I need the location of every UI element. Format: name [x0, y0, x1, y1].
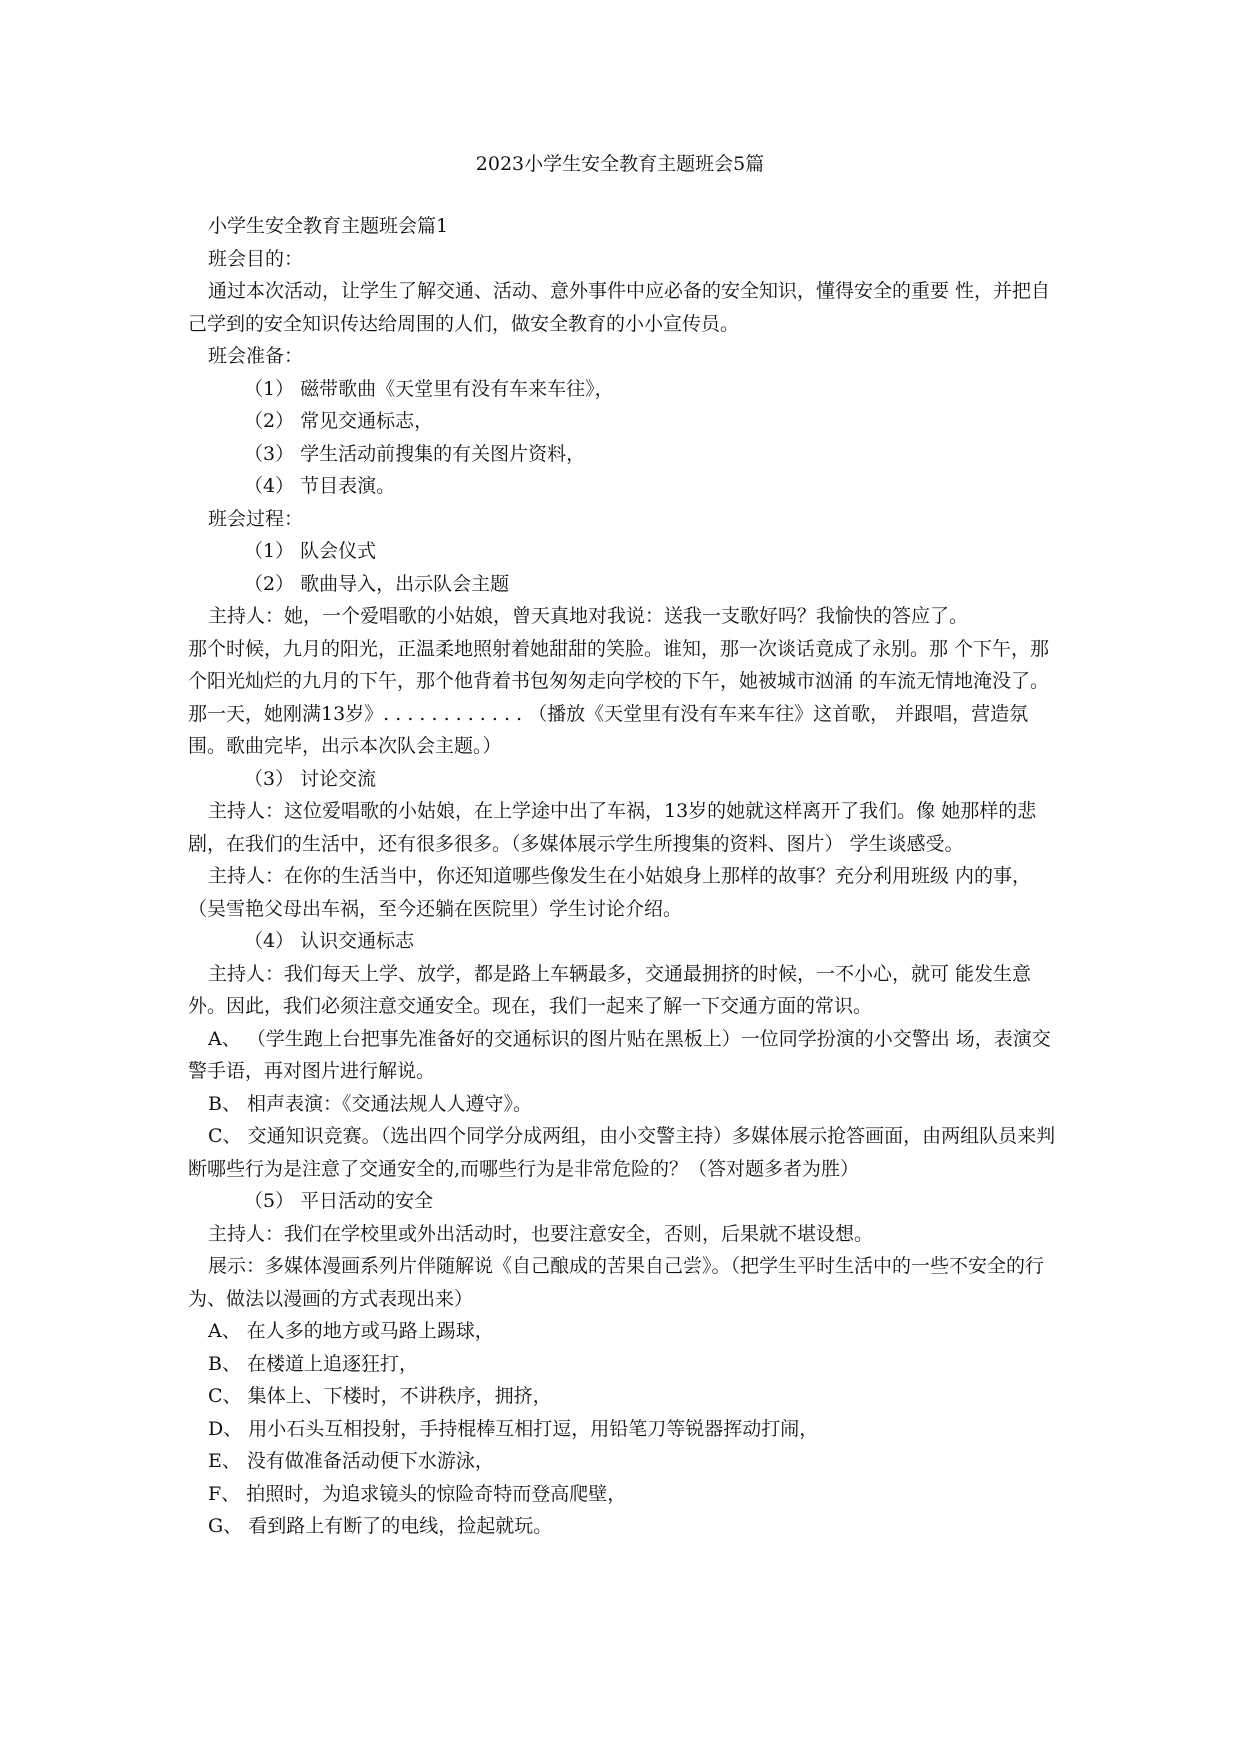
paragraph: 主持人：我们在学校里或外出活动时，也要注意安全，否则，后果就不堪设想。 — [208, 1222, 874, 1245]
paragraph: B、 相声表演：《交通法规人人遵守》。 — [208, 1092, 533, 1115]
paragraph: 班会准备： — [208, 345, 304, 367]
paragraph: 展示：多媒体漫画系列片伴随解说《自己酿成的苦果自己尝》。（把学生平时生活中的一些不安全的行为、做法以漫画的方式表现出来） — [188, 1255, 1045, 1310]
document-body — [188, 210, 1058, 1543]
paragraph: C、 交通知识竞赛。（选出四个同学分成两组，由小交警主持）多媒体展示抢答画面，由两组队员来判断哪些行为是注意了交通安全的,而哪些行为是非常危险的？（答对题多者为胜） — [188, 1125, 1056, 1180]
paragraph: A、 （学生跑上台把事先准备好的交通标识的图片贴在黑板上）一位同学扮演的小交警出 场，表演交警手语，再对图片进行解说。 — [188, 1027, 1051, 1082]
paragraph: （3） 讨论交流 — [244, 767, 377, 790]
paragraph: 主持人：我们每天上学、放学，都是路上车辆最多，交通最拥挤的时候，一不小心，就可 能发生意外。因此，我们必须注意交通安全。现在，我们一起来了解一下交通方面的常识。 — [188, 962, 1032, 1017]
document-title: 2023小学生安全教育主题班会5篇 — [475, 153, 765, 175]
paragraph: D、 用小石头互相投射，手持棍棒互相打逗，用铅笔刀等锐器挥动打闹， — [208, 1417, 819, 1440]
paragraph: 那个时候，九月的阳光，正温柔地照射着她甜甜的笑脸。谁知，那一次谈话竟成了永别。那 个下午，那个阳光灿烂的九月的下午，那个他背着书包匆匆走向学校的下午，她被城市汹涌 的车流无情地淹没了。那一天，她刚满13岁》. . . . . . . . . . . . （播放《天堂里有没有车来车往》这首歌， 并跟唱，营造氛围。歌曲完毕，出示本次队会主题。） — [188, 637, 1050, 757]
paragraph: C、 集体上、下楼时，不讲秩序，拥挤， — [208, 1385, 552, 1407]
paragraph: 班会过程： — [208, 507, 304, 530]
paragraph: A、 在人多的地方或马路上踢球， — [208, 1320, 494, 1342]
paragraph: G、 看到路上有断了的电线，捡起就玩。 — [208, 1515, 553, 1537]
paragraph: E、 没有做准备活动便下水游泳， — [208, 1450, 494, 1472]
paragraph: 主持人：在你的生活当中，你还知道哪些像发生在小姑娘身上那样的故事？充分利用班级 内的事，（吴雪艳父母出车祸，至今还躺在医院里）学生讨论介绍。 — [188, 865, 1032, 920]
paragraph: 小学生安全教育主题班会篇1 — [208, 215, 449, 237]
paragraph: （3） 学生活动前搜集的有关图片资料， — [244, 442, 586, 465]
paragraph: 通过本次活动，让学生了解交通、活动、意外事件中应必备的安全知识，懂得安全的重要 性，并把自己学到的安全知识传达给周围的人们，做安全教育的小小宣传员。 — [188, 280, 1051, 335]
paragraph: 主持人：这位爱唱歌的小姑娘，在上学途中出了车祸，13岁的她就这样离开了我们。像 她那样的悲剧，在我们的生活中，还有很多很多。（多媒体展示学生所搜集的资料、图片） 学生谈感受。 — [188, 800, 1037, 855]
paragraph: F、 拍照时，为追求镜头的惊险奇特而登高爬壁， — [208, 1482, 627, 1505]
paragraph: （4） 认识交通标志 — [244, 930, 415, 952]
paragraph: （4） 节目表演。 — [244, 475, 396, 497]
paragraph: （1） 队会仪式 — [244, 540, 377, 562]
paragraph: 主持人：她，一个爱唱歌的小姑娘，曾天真地对我说：送我一支歌好吗？我愉快的答应了。 — [208, 605, 969, 627]
paragraph: （2） 常见交通标志， — [244, 410, 434, 432]
paragraph: （2） 歌曲导入，出示队会主题 — [244, 572, 510, 595]
paragraph: 班会目的： — [208, 247, 304, 270]
paragraph: （5） 平日活动的安全 — [244, 1190, 434, 1212]
paragraph: B、 在楼道上追逐狂打， — [208, 1352, 419, 1375]
paragraph: （1） 磁带歌曲《天堂里有没有车来车往》， — [244, 377, 614, 400]
